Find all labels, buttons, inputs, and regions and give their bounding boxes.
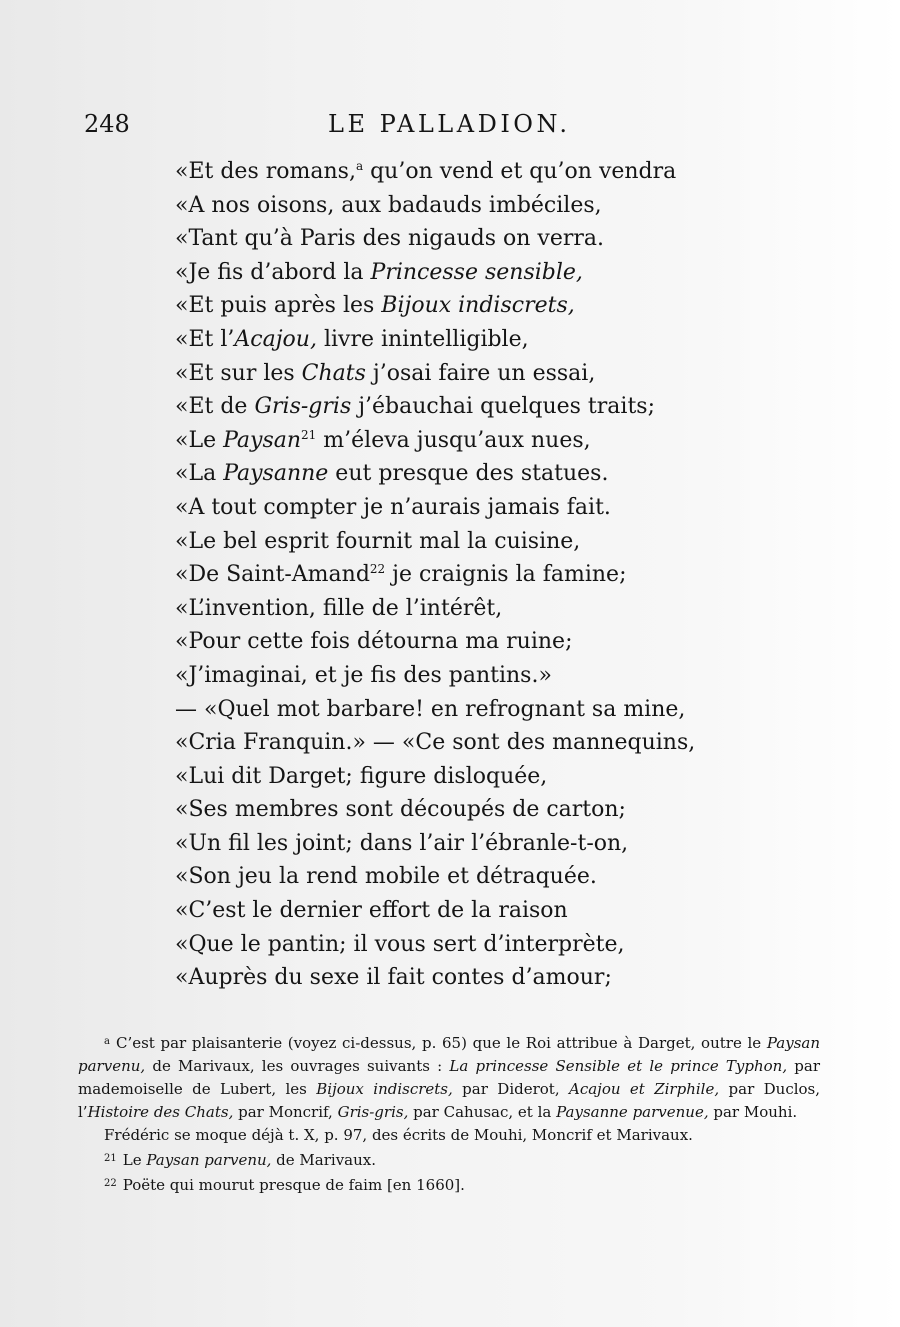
verse-line <box>175 525 735 559</box>
text-segment: je craignis la famine; <box>385 562 627 588</box>
verse-line <box>175 860 735 894</box>
footnotes <box>78 1030 820 1197</box>
verse-line <box>175 256 735 290</box>
verse-line <box>175 289 735 323</box>
text-segment: «Que le pantin; il vous sert d’interprète, <box>175 931 625 957</box>
text-segment: «Le <box>175 427 224 453</box>
verse-line <box>175 894 735 928</box>
text-segment: «La <box>175 461 224 487</box>
italic-title: Bijoux indiscrets, <box>381 293 575 319</box>
page-number: 248 <box>84 110 130 138</box>
verse-line <box>175 457 735 491</box>
text-segment: par Cahusac, et la <box>408 1103 557 1121</box>
italic-title: Paysanne <box>223 461 329 487</box>
footnote-marker: a <box>104 1036 110 1047</box>
verse-line <box>175 558 735 592</box>
italic-title: Paysan <box>223 427 302 453</box>
footnote <box>78 1030 820 1124</box>
text-segment: «Et des romans, <box>175 159 356 184</box>
italic-title: Paysan parvenu, <box>78 1034 820 1075</box>
text-segment: de Marivaux. <box>271 1151 376 1169</box>
text-segment: «Un fil les joint; dans l’air l’ébranle-t-on, <box>175 830 629 856</box>
text-segment: «Et puis après les <box>175 293 382 319</box>
verse-line <box>175 155 735 189</box>
text-segment: «Son jeu la rend mobile et détraquée. <box>175 864 597 890</box>
text-segment: «Tant qu’à Paris des nigauds on verra. <box>175 226 604 252</box>
italic-title: Princesse sensible, <box>370 259 583 285</box>
text-segment: C’est par plaisanterie (voyez ci-dessus, p. 65) que le Roi attribue à Darget, outre le <box>115 1034 767 1052</box>
verse-line <box>175 323 735 357</box>
verse-line <box>175 659 735 693</box>
text-segment: j’ébauchai quelques traits; <box>351 394 655 420</box>
italic-title: La princesse Sensible et le prince Typhon, <box>449 1057 788 1075</box>
text-segment: Poëte qui mourut presque de faim [en 1660]. <box>122 1176 465 1194</box>
verse-line <box>175 928 735 962</box>
text-segment: Le <box>122 1151 147 1169</box>
italic-title: Paysanne parvenue, <box>556 1103 709 1121</box>
verse-line <box>175 424 735 458</box>
poem-verses <box>175 155 735 995</box>
text-segment: j’osai faire un essai, <box>365 360 596 386</box>
text-segment: «Cria Franquin.» — «Ce sont des mannequins, <box>175 730 696 756</box>
text-segment: eut presque des statues. <box>328 461 609 487</box>
text-segment: «Et de <box>175 394 255 420</box>
verse-line <box>175 793 735 827</box>
text-segment: «Ses membres sont découpés de carton; <box>175 797 626 823</box>
footnote <box>78 1124 820 1147</box>
note-reference: 22 <box>369 562 386 577</box>
note-reference: 21 <box>301 427 317 442</box>
text-segment: «A nos oisons, aux badauds imbéciles, <box>175 192 602 218</box>
verse-line <box>175 491 735 525</box>
verse-line <box>175 961 735 995</box>
text-segment: «Pour cette fois détourna ma ruine; <box>175 629 573 655</box>
text-segment: — «Quel mot barbare! en refrognant sa mine, <box>175 696 686 722</box>
text-segment: «Et l’ <box>175 326 235 352</box>
text-segment: de Marivaux, les ouvrages suivants : <box>145 1057 450 1075</box>
verse-line <box>175 827 735 861</box>
text-segment: «A tout compter je n’aurais jamais fait. <box>175 494 611 520</box>
text-segment: «Et sur les <box>175 360 302 386</box>
text-segment: par Diderot, <box>452 1080 569 1098</box>
text-segment: par Duclos, l’ <box>78 1080 821 1121</box>
verse-line <box>175 222 735 256</box>
footnote-marker: 21 <box>104 1153 117 1164</box>
verse-line <box>175 625 735 659</box>
verse-line <box>175 390 735 424</box>
italic-title: Acajou et Zirphile, <box>569 1080 720 1098</box>
text-segment: «L’invention, fille de l’intérêt, <box>175 595 503 621</box>
italic-title: Bijoux indiscrets, <box>316 1080 453 1098</box>
text-segment: par Moncrif, <box>233 1103 338 1121</box>
text-segment: «C’est le dernier effort de la raison <box>175 898 568 924</box>
verse-line <box>175 726 735 760</box>
verse-line <box>175 693 735 727</box>
text-segment: Frédéric se moque déjà t. X, p. 97, des écrits de Mouhi, Moncrif et Marivaux. <box>104 1126 693 1144</box>
text-segment: par mademoiselle de Lubert, les <box>78 1057 820 1098</box>
text-segment: «Je fis d’abord la <box>175 259 371 285</box>
text-segment: qu’on vend et qu’on vendra <box>363 159 677 184</box>
text-segment: «De Saint-Amand <box>175 562 370 588</box>
italic-title: Acajou, <box>234 326 317 352</box>
text-segment: livre inintelligible, <box>316 326 529 352</box>
footnote-marker: 22 <box>104 1178 117 1189</box>
text-segment: m’éleva jusqu’aux nues, <box>316 427 591 453</box>
verse-line <box>175 189 735 223</box>
italic-title: Paysan parvenu, <box>146 1151 272 1169</box>
text-segment: par Mouhi. <box>708 1103 798 1121</box>
verse-line <box>175 760 735 794</box>
text-segment: «Auprès du sexe il fait contes d’amour; <box>175 965 612 991</box>
verse-line <box>175 592 735 626</box>
footnote <box>78 1172 820 1197</box>
running-title: LE PALLADION. <box>328 110 571 138</box>
text-segment: «Le bel esprit fournit mal la cuisine, <box>175 528 581 554</box>
italic-title: Gris-gris <box>254 394 352 420</box>
italic-title: Chats <box>301 360 366 386</box>
italic-title: Gris-gris, <box>337 1103 409 1121</box>
text-segment: «Lui dit Darget; figure disloquée, <box>175 763 548 789</box>
page-header <box>84 110 584 140</box>
verse-line <box>175 357 735 391</box>
text-segment: «J’imaginai, et je fis des pantins.» <box>175 662 552 688</box>
note-reference: a <box>355 159 364 173</box>
footnote <box>78 1147 820 1172</box>
italic-title: Histoire des Chats, <box>87 1103 234 1121</box>
